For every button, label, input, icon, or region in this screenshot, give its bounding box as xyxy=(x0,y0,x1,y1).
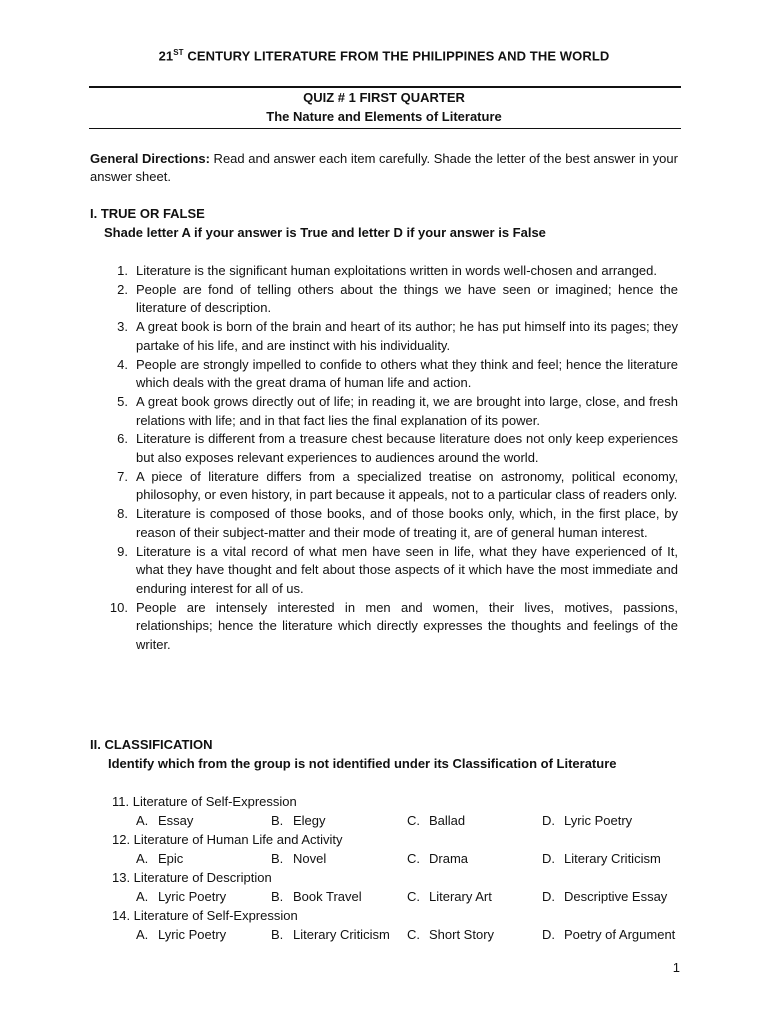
list-item xyxy=(108,281,678,318)
item-text: A great book is born of the brain and heart of its author; he has put himself into its pages; they partake of his life, and are instinct with his individuality. xyxy=(136,319,678,353)
choice-text: Lyric Poetry xyxy=(564,813,633,828)
choice-row xyxy=(112,887,692,906)
choice-text: Short Story xyxy=(429,927,495,942)
item-number: 1. xyxy=(117,263,128,278)
classification-item xyxy=(112,906,692,944)
list-item xyxy=(108,543,678,599)
choice-text: Novel xyxy=(293,851,327,866)
choice-c xyxy=(407,925,494,944)
choice-a xyxy=(136,849,183,868)
choice-text: Literary Criticism xyxy=(564,851,661,866)
classification-question: 12. Literature of Human Life and Activity xyxy=(112,832,343,847)
choice-c xyxy=(407,887,492,906)
section-instruction-classification: Identify which from the group is not identified under its Classification of Literature xyxy=(108,756,617,771)
choice-b xyxy=(271,811,326,830)
choice-d xyxy=(542,849,661,868)
choice-a xyxy=(136,811,193,830)
classification-question: 13. Literature of Description xyxy=(112,870,272,885)
item-number: 9. xyxy=(117,543,128,559)
item-text: Literature is different from a treasure chest because literature does not only keep experiences but also exposes relevant experiences to audiences around the world. xyxy=(136,431,678,466)
item-number: 8. xyxy=(117,506,128,522)
course-title-superscript: ST xyxy=(173,48,184,57)
item-text: A piece of literature differs from a specialized treatise on astronomy, political economy, philosophy, or even history, in part because it appeals, not to a particular class of readers only. xyxy=(136,468,678,503)
classification-item xyxy=(112,792,692,830)
item-text: Literature is the significant human exploitations written in words well-chosen and arranged. xyxy=(136,263,658,278)
list-item xyxy=(108,393,678,430)
general-directions xyxy=(90,150,680,186)
item-number: 5. xyxy=(117,393,128,409)
choice-text: Essay xyxy=(158,813,194,828)
choice-a xyxy=(136,887,226,906)
list-item xyxy=(108,318,678,355)
section-heading-classification: II. CLASSIFICATION xyxy=(90,737,213,752)
choice-text: Elegy xyxy=(293,813,326,828)
choice-letter: A. xyxy=(136,813,149,828)
list-item xyxy=(108,599,678,655)
choice-c xyxy=(407,811,465,830)
item-text: A great book grows directly out of life; in reading it, we are brought into large, close, and fresh relations with life; and in that fact lies the final explanation of its power. xyxy=(136,393,678,428)
choice-c xyxy=(407,849,468,868)
choice-text: Drama xyxy=(429,851,469,866)
choice-b xyxy=(271,925,390,944)
item-text: People are fond of telling others about the things we have seen or imagined; hence the literature of description. xyxy=(136,281,678,316)
choice-letter: B. xyxy=(271,851,284,866)
item-number: 6. xyxy=(117,431,128,447)
classification-question: 14. Literature of Self-Expression xyxy=(112,908,298,923)
choice-a xyxy=(136,925,226,944)
choice-text: Literary Art xyxy=(429,889,492,904)
true-false-list xyxy=(108,262,678,655)
item-number: 3. xyxy=(117,319,128,335)
list-item xyxy=(108,262,678,281)
choice-b xyxy=(271,849,326,868)
list-item xyxy=(108,468,678,505)
choice-letter: C. xyxy=(407,927,420,942)
choice-text: Epic xyxy=(158,851,184,866)
choice-d xyxy=(542,887,667,906)
item-number: 7. xyxy=(117,468,128,484)
item-text: Literature is composed of those books, and of those books only, which, in the first place, by reason of their subject-matter and their mode of treating it, are of general human interest. xyxy=(136,506,678,540)
course-title-rest: CENTURY LITERATURE FROM THE PHILIPPINES AND THE WORLD xyxy=(183,48,610,64)
choice-letter: B. xyxy=(271,927,284,942)
choice-letter: C. xyxy=(407,889,420,904)
quiz-subtitle: The Nature and Elements of Literature xyxy=(266,109,502,124)
item-number: 2. xyxy=(117,281,128,297)
choice-text: Literary Criticism xyxy=(293,927,390,942)
choice-letter: A. xyxy=(136,851,149,866)
choice-letter: B. xyxy=(271,889,284,904)
choice-letter: A. xyxy=(136,889,149,904)
choice-d xyxy=(542,811,632,830)
choice-letter: C. xyxy=(407,851,420,866)
list-item xyxy=(108,356,678,393)
item-number: 10. xyxy=(109,599,128,615)
choice-text: Poetry of Argument xyxy=(564,927,676,942)
classification-list xyxy=(112,792,692,944)
choice-letter: A. xyxy=(136,927,149,942)
item-text: People are strongly impelled to confide to others what they think and feel; hence the literature which deals with the great drama of human life and action. xyxy=(136,356,678,391)
choice-row xyxy=(112,811,692,830)
item-text: People are intensely interested in men and women, their lives, motives, passions, relationships; hence the literature which directly expresses the thoughts and feelings of the writer. xyxy=(136,599,678,653)
item-text: Literature is a vital record of what men have seen in life, what they have experienced of It, what they have thought and felt about those aspects of it which have the most immediate and enduring interest for all of us. xyxy=(136,543,678,596)
bottom-divider xyxy=(89,128,681,129)
choice-letter: D. xyxy=(542,927,555,942)
item-number: 4. xyxy=(117,356,128,372)
choice-letter: B. xyxy=(271,813,284,828)
quiz-title: QUIZ # 1 FIRST QUARTER xyxy=(303,90,465,105)
page-number: 1 xyxy=(672,960,680,975)
top-divider xyxy=(89,86,681,88)
choice-row xyxy=(112,925,692,944)
classification-question: 11. Literature of Self-Expression xyxy=(112,794,297,809)
choice-letter: D. xyxy=(542,813,555,828)
course-title-prefix: 21 xyxy=(158,48,174,64)
choice-letter: D. xyxy=(542,889,555,904)
section-instruction-true-false: Shade letter A if your answer is True and letter D if your answer is False xyxy=(104,225,546,240)
choice-letter: C. xyxy=(407,813,420,828)
classification-item xyxy=(112,868,692,906)
choice-text: Book Travel xyxy=(293,889,362,904)
choice-letter: D. xyxy=(542,851,555,866)
choice-row xyxy=(112,849,692,868)
section-heading-true-false: I. TRUE OR FALSE xyxy=(90,206,205,221)
classification-item xyxy=(112,830,692,868)
choice-text: Ballad xyxy=(429,813,466,828)
course-title xyxy=(0,48,768,63)
choice-text: Descriptive Essay xyxy=(564,889,668,904)
choice-b xyxy=(271,887,362,906)
list-item xyxy=(108,505,678,542)
list-item xyxy=(108,430,678,467)
choice-text: Lyric Poetry xyxy=(158,889,227,904)
choice-d xyxy=(542,925,675,944)
directions-label: General Directions: xyxy=(90,151,210,166)
choice-text: Lyric Poetry xyxy=(158,927,227,942)
directions-text: Read and answer each item carefully. Shade the letter of the best answer in your answer sheet. xyxy=(90,151,678,184)
